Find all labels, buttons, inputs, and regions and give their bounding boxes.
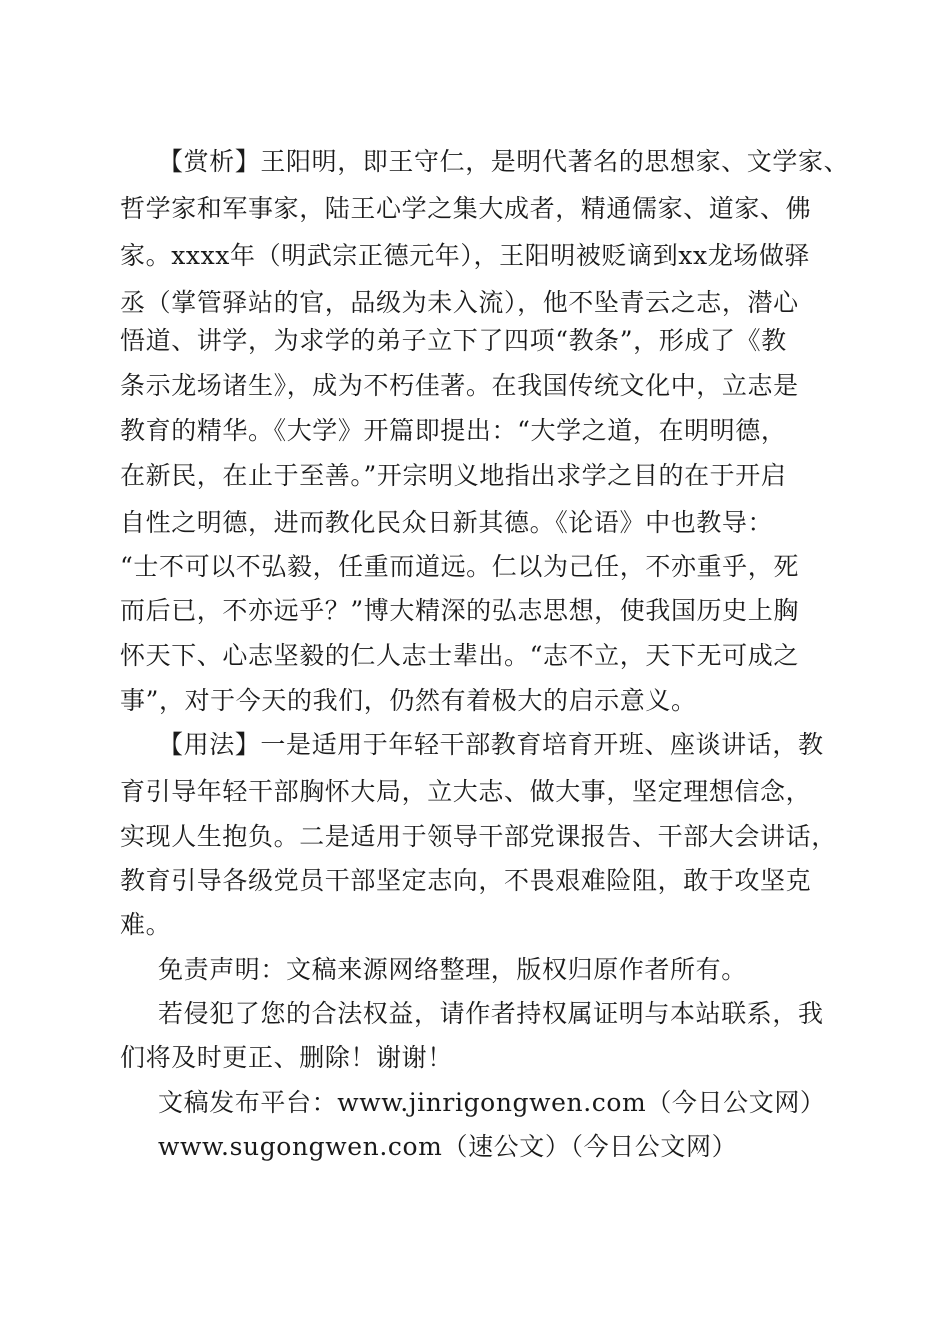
usage-line-5: 难。: [120, 910, 172, 939]
usage-line-3: 实现人生抱负。二是适用于领导干部党课报告、干部大会讲话，: [120, 822, 837, 851]
infringement-notice-line-1: 若侵犯了您的合法权益，请作者持权属证明与本站联系，我: [158, 999, 824, 1028]
appreciation-line-7: 教育的精华。《大学》开篇即提出：“大学之道，在明明德，: [120, 416, 787, 445]
appreciation-line-11: 而后已，不亦远乎？”博大精深的弘志思想，使我国历史上胸: [120, 596, 799, 625]
appreciation-line-6: 条示龙场诸生》，成为不朽佳著。在我国传统文化中，立志是: [120, 371, 799, 400]
infringement-notice-line-2: 们将及时更正、删除！谢谢！: [120, 1043, 453, 1072]
appreciation-line-4: 丞（掌管驿站的官，品级为未入流），他不坠青云之志，潜心: [120, 288, 799, 317]
usage-line-1: 【用法】一是适用于年轻干部教育培育开班、座谈讲话，教: [158, 730, 824, 759]
appreciation-line-5: 悟道、讲学，为求学的弟子立下了四项“教条”，形成了《教: [120, 326, 787, 355]
appreciation-line-3: 家。xxxx年（明武宗正德元年），王阳明被贬谪到xx龙场做驿: [120, 241, 811, 270]
appreciation-line-12: 怀天下、心志坚毅的仁人志士辈出。“志不立，天下无可成之: [120, 641, 799, 670]
usage-line-2: 育引导年轻干部胸怀大局，立大志、做大事，坚定理想信念，: [120, 777, 812, 806]
appreciation-line-10: “士不可以不弘毅，任重而道远。仁以为己任，不亦重乎，死: [120, 552, 799, 581]
publish-platform-line: 文稿发布平台：www.jinrigongwen.com（今日公文网）: [158, 1088, 826, 1117]
appreciation-line-2: 哲学家和军事家，陆王心学之集大成者，精通儒家、道家、佛: [120, 194, 812, 223]
disclaimer-line: 免责声明：文稿来源网络整理，版权归原作者所有。: [158, 955, 747, 984]
alternate-site-line: www.sugongwen.com（速公文）（今日公文网）: [158, 1132, 738, 1161]
appreciation-line-9: 自性之明德，进而教化民众日新其德。《论语》中也教导：: [120, 508, 774, 537]
appreciation-line-8: 在新民，在止于至善。”开宗明义地指出求学之目的在于开启: [120, 461, 787, 490]
appreciation-line-13: 事”，对于今天的我们，仍然有着极大的启示意义。: [120, 686, 697, 715]
appreciation-line-1: 【赏析】王阳明，即王守仁，是明代著名的思想家、文学家、: [158, 147, 850, 176]
usage-line-4: 教育引导各级党员干部坚定志向，不畏艰难险阻，敢于攻坚克: [120, 866, 812, 895]
